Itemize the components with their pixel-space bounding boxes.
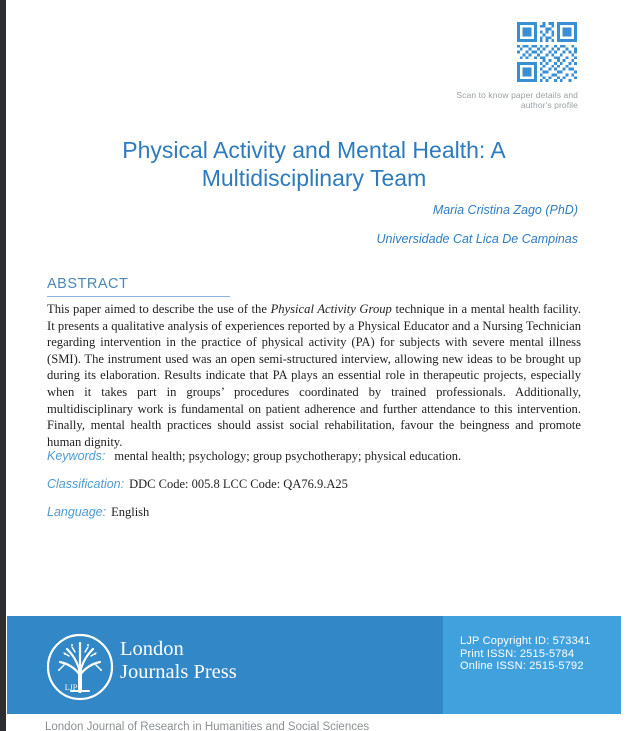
page-edge-strip [0, 0, 6, 731]
language-value: English [111, 505, 150, 519]
abstract-text-before: This paper aimed to describe the use of the [47, 302, 271, 316]
logo-monogram: LJP [64, 683, 78, 692]
classification-row [47, 477, 348, 492]
paper-title: Physical Activity and Mental Health: A Multidisciplinary Team [122, 137, 506, 191]
keywords-value: mental health; psychology; group psychotherapy; physical education. [114, 449, 462, 463]
journal-name: London Journal of Research in Humanities and Social Sciences [45, 721, 370, 731]
abstract-text [47, 301, 581, 450]
abstract-text-after: technique in a mental health facility. It presents a qualitative analysis of experiences reported by a Physical Educator and a Nursing Technician regarding intervention in the practice of physical activity (PA) for subjects with severe mental illness (SMI). The instrument used was an open semi-structured interview, allowing new ideas to be brought up during its elaboration. Results indicate that PA plays an essential role in therapeutic projects, especially when it takes part in groups’ procedures coordinated by trained professionals. Additionally, multidisciplinary work is fundamental on patient adherence and further attendance to this intervention. Finally, mental health practices should assist social rehabilitation, favour the beingness and promote human dignity. [47, 302, 582, 449]
qr-caption-line1: Scan to know paper details and [456, 90, 578, 100]
keywords-label: Keywords: [47, 449, 106, 463]
print-issn: Print ISSN: 2515-5784 [460, 647, 575, 660]
qr-caption-line2: author's profile [520, 99, 578, 110]
publisher-line2: Journals Press [120, 661, 237, 683]
copyright-id: LJP Copyright ID: 573341 [460, 635, 591, 647]
byline [377, 203, 578, 246]
tree-logo-icon [45, 632, 115, 702]
qr-code-icon [517, 22, 577, 82]
abstract-heading: ABSTRACT [47, 276, 230, 297]
qr-caption [456, 91, 578, 110]
publisher-name [120, 638, 237, 684]
language-label: Language: [47, 505, 107, 519]
classification-value: DDC Code: 005.8 LCC Code: QA76.9.A25 [129, 477, 348, 491]
language-row [47, 505, 149, 520]
keywords-row [47, 449, 461, 464]
author-name: Maria Cristina Zago (PhD) [432, 203, 578, 217]
author-affiliation: Universidade Cat Lica De Campinas [376, 232, 578, 246]
classification-label: Classification: [47, 477, 125, 491]
abstract-italic-phrase: Physical Activity Group [270, 302, 392, 316]
publisher-line1: London [120, 638, 184, 660]
issn-block [460, 635, 591, 673]
online-issn: Online ISSN: 2515-5792 [460, 660, 584, 672]
